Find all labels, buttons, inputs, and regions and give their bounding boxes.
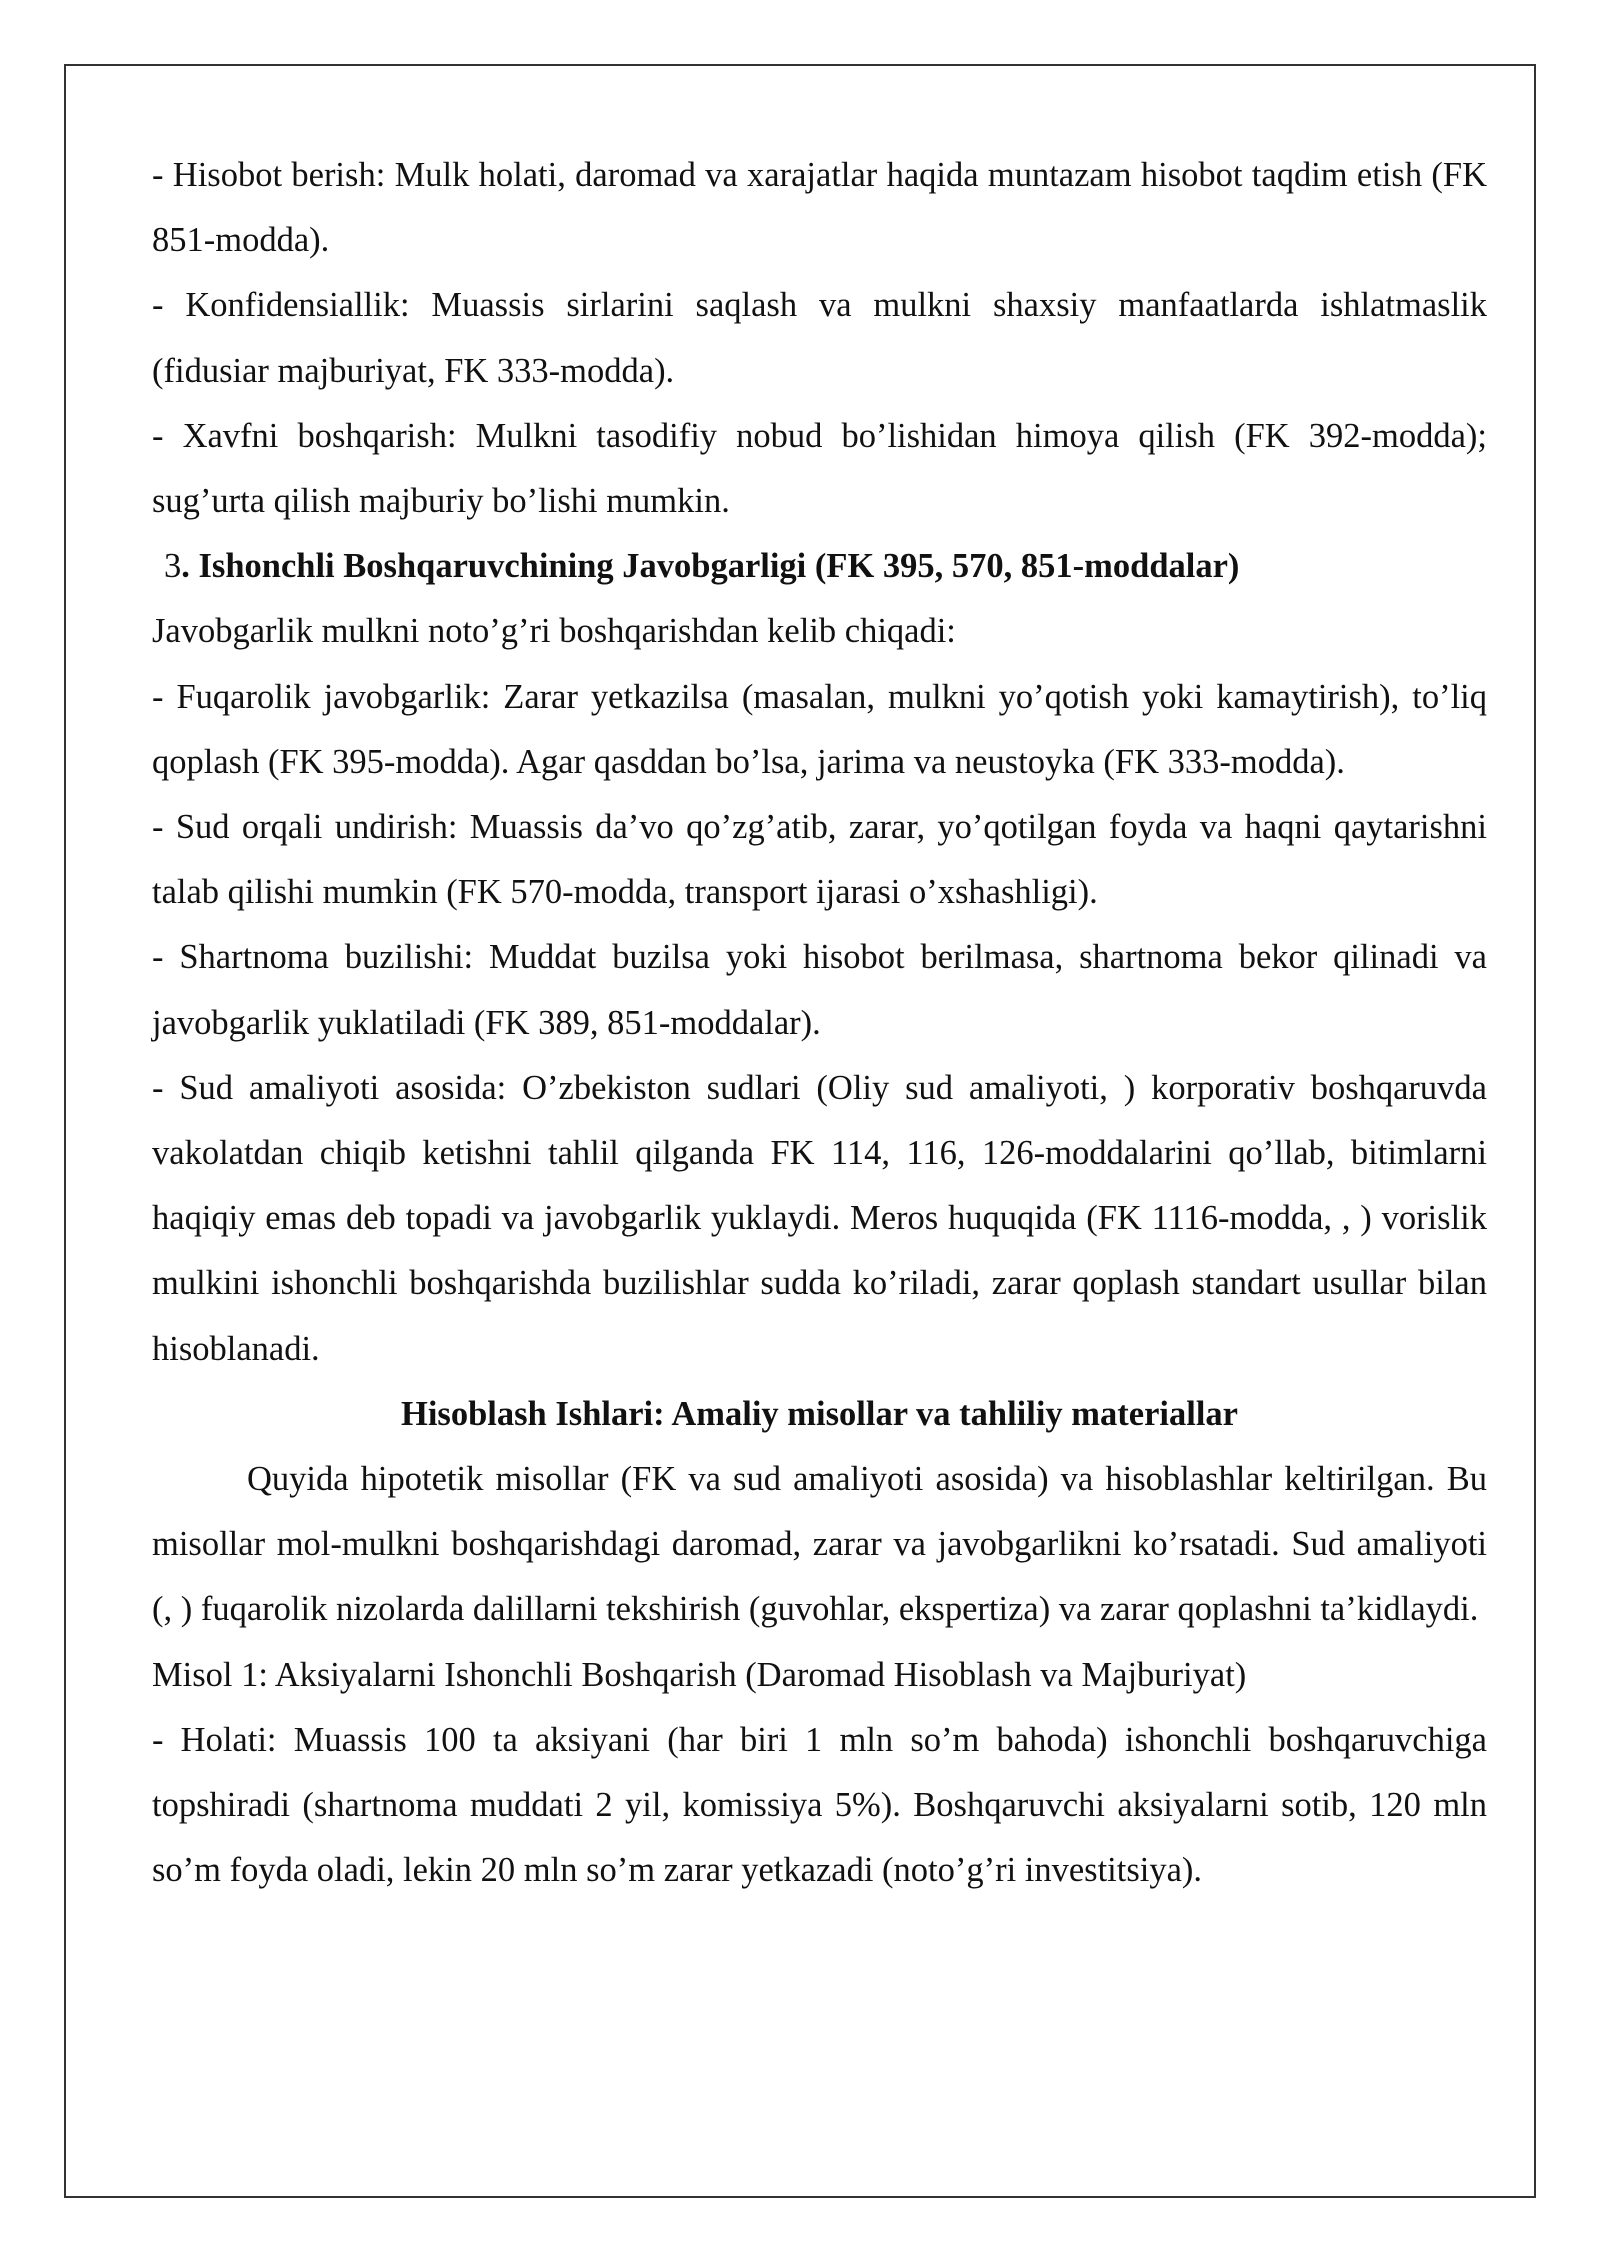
section-title: Hisoblash Ishlari: Amaliy misollar va tahliliy materiallar (401, 1394, 1238, 1433)
paragraph-confidentiality: - Konfidensiallik: Muassis sirlarini saqlash va mulkni shaxsiy manfaatlarda ishlatmaslik (fidusiar majburiyat, FK 333-modda). (152, 286, 1487, 390)
paragraph-court-practice: - Sud amaliyoti asosida: O’zbekiston sudlari (Oliy sud amaliyoti, ) korporativ boshqaruvda vakolatdan chiqib ketishni tahlil qilganda FK 114, 116, 126-moddalarini qo’llab, bitimlarni haqiqiy emas deb topadi va javobgarlik yuklaydi. Meros huquqida (FK 1116-modda, , ) vorislik mulkini ishonchli boshqarishda buzilishlar sudda ko’riladi, zarar qoplash standart usullar bilan hisoblanadi. (152, 1068, 1487, 1368)
paragraph-liability-intro: Javobgarlik mulkni noto’g’ri boshqarishdan kelib chiqadi: (152, 612, 956, 651)
paragraph-court-recovery: - Sud orqali undirish: Muassis da’vo qo’zg’atib, zarar, yo’qotilgan foyda va haqni qaytarishni talab qilishi mumkin (FK 570-modda, transport ijarasi o’xshashligi). (152, 808, 1487, 912)
paragraph-civil-liability: - Fuqarolik javobgarlik: Zarar yetkazilsa (masalan, mulkni yo’qotish yoki kamaytirish), to’liq qoplash (FK 395-modda). Agar qasddan bo’lsa, jarima va neustoyka (FK 333-modda). (152, 677, 1487, 781)
paragraph-reporting: - Hisobot berish: Mulk holati, daromad va xarajatlar haqida muntazam hisobot taqdim etish (FK 851-modda). (152, 156, 1487, 260)
paragraph-examples-intro: Quyida hipotetik misollar (FK va sud amaliyoti asosida) va hisoblashlar keltirilgan. Bu misollar mol-mulkni boshqarishdagi daromad, zarar va javobgarlikni ko’rsatadi. Sud amaliyoti (, ) fuqarolik nizolarda dalillarni tekshirish (guvohlar, ekspertiza) va zarar qoplashni ta’kidlaydi. (152, 1460, 1487, 1629)
heading-text: . Ishonchli Boshqaruvchining Javobgarligi (FK 395, 570, 851-moddalar) (181, 547, 1240, 586)
heading-number: 3 (164, 547, 182, 586)
document-body (152, 143, 1487, 1903)
section-heading-3 (152, 534, 1487, 599)
paragraph-contract-breach: - Shartnoma buzilishi: Muddat buzilsa yoki hisobot berilmasa, shartnoma bekor qilinadi va javobgarlik yuklatiladi (FK 389, 851-moddalar). (152, 938, 1487, 1042)
paragraph-risk-management: - Xavfni boshqarish: Mulkni tasodifiy nobud bo’lishidan himoya qilish (FK 392-modda); sug’urta qilish majburiy bo’lishi mumkin. (152, 416, 1487, 521)
paragraph-example-1-title: Misol 1: Aksiyalarni Ishonchli Boshqarish (Daromad Hisoblash va Majburiyat) (152, 1655, 1247, 1694)
paragraph-example-1-situation: - Holati: Muassis 100 ta aksiyani (har biri 1 mln so’m bahoda) ishonchli boshqaruvchiga topshiradi (shartnoma muddati 2 yil, komissiya 5%). Boshqaruvchi aksiyalarni sotib, 120 mln so’m foyda oladi, lekin 20 mln so’m zarar yetkazadi (noto’g’ri investitsiya). (152, 1720, 1487, 1890)
